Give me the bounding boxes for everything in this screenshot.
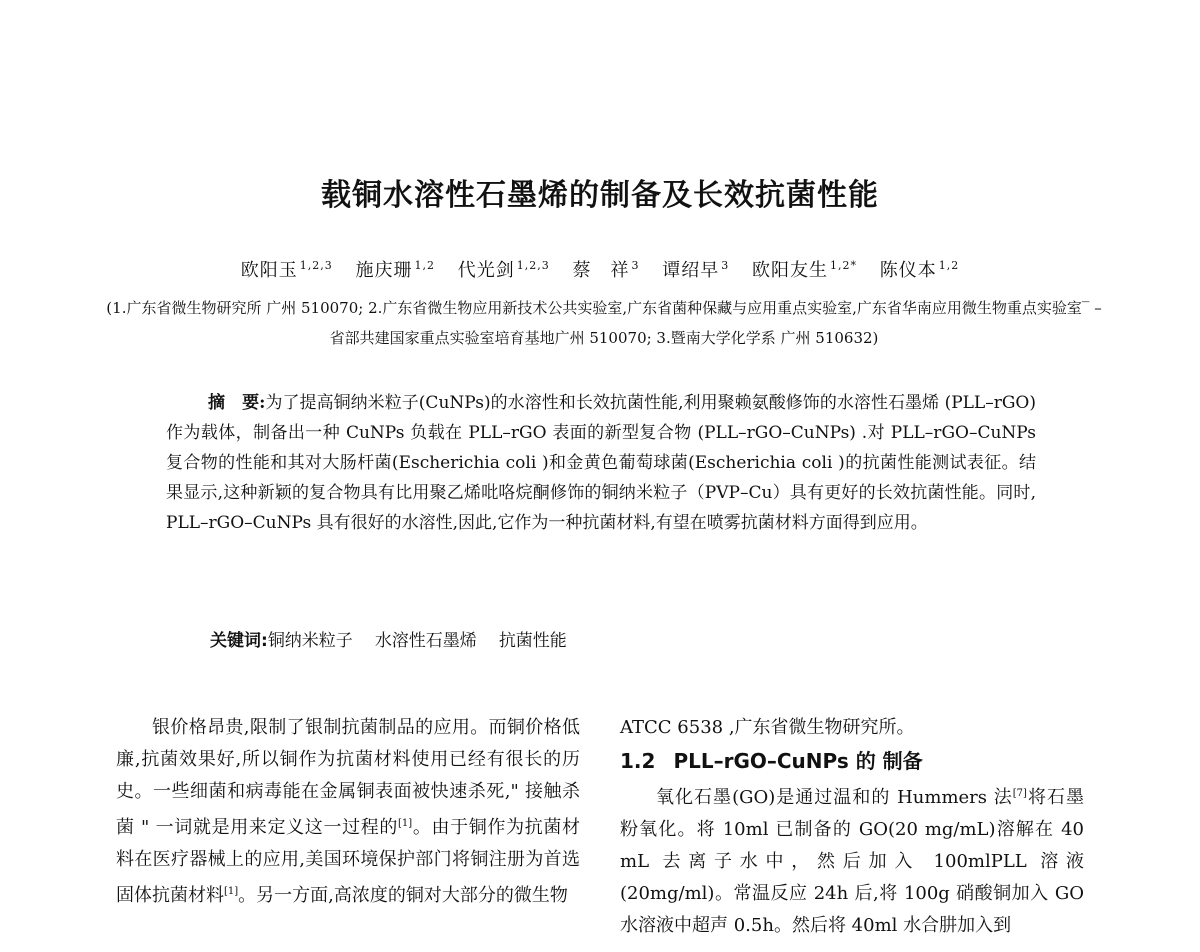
author: [880, 260, 960, 281]
body-text: 氧化石墨(GO)是通过温和的 Hummers 法: [656, 787, 1013, 808]
body-text: 将石墨粉氧化。将 10ml 已制备的 GO(20 mg/mL)溶解在 40 mL 去离子水中，然后加入 100mlPLL 溶液(20mg/ml)。常温反应 24h 后,将 100g 硝酸铜加入 GO 水溶液中超声 0.5h。然后将 40ml 水合肼加入到: [620, 787, 1085, 936]
author: [573, 260, 640, 281]
body-text: 。由于铜作为抗菌材料在医疗器械上的应用,美国环境保护部门将铜注册为首选固体抗菌材料: [116, 817, 580, 906]
body-text: 。另一方面,高浓度的铜对大部分的微生物: [238, 885, 568, 906]
body-column-left: [116, 712, 580, 912]
author: [241, 260, 333, 281]
author-affil-mark: 1,2: [938, 259, 960, 272]
author-name: 代光剑: [457, 260, 515, 281]
citation-ref: [1]: [224, 886, 239, 897]
paper-title: 载铜水溶性石墨烯的制备及长效抗菌性能: [321, 178, 879, 213]
author-name: 蔡 祥: [572, 260, 630, 281]
author-affil-mark: 1,2*: [829, 259, 857, 272]
citation-ref: [1]: [398, 818, 413, 829]
author-affil-mark: 3: [631, 259, 640, 272]
author-name: 陈仪本: [879, 260, 937, 281]
author: [662, 260, 729, 281]
citation-ref: [7]: [1012, 788, 1027, 799]
keyword: 抗菌性能: [498, 631, 567, 651]
section-title: PLL–rGO–CuNPs 的 制备: [673, 749, 923, 773]
keyword: 铜纳米粒子: [267, 631, 353, 651]
author: [458, 260, 550, 281]
keyword: 水溶性石墨烯: [374, 631, 477, 651]
affiliations: (1.广东省微生物研究所 广州 510070; 2.广东省微生物应用新技术公共实验室,广东省菌种保藏与应用重点实验室,广东省华南应用微生物重点实验室‾ – 省部共建国家重点实验室培育基地广州 510070; 3.暨南大学化学系 广州 510632): [106, 299, 1102, 347]
keywords-label: 关键词:: [210, 631, 268, 651]
body-text: ATCC 6538 ,广东省微生物研究所。: [620, 717, 915, 738]
author-affil-mark: 1,2,3: [516, 259, 550, 272]
author: [356, 260, 436, 281]
author-affil-mark: 1,2: [414, 259, 436, 272]
keywords: [210, 626, 589, 651]
author-name: 欧阳友生: [751, 260, 828, 281]
author-name: 欧阳玉: [240, 260, 298, 281]
body-paragraph: [620, 778, 1084, 942]
author-name: 施庆珊: [355, 260, 413, 281]
author-affil-mark: 3: [721, 259, 730, 272]
abstract-text: 为了提高铜纳米粒子(CuNPs)的水溶性和长效抗菌性能,利用聚赖氨酸修饰的水溶性石墨烯 (PLL–rGO) 作为载体，制备出一种 CuNPs 负载在 PLL–rGO 表面的新型复合物 (PLL–rGO–CuNPs) .对 PLL–rGO–CuNPs 复合物的性能和其对大肠杆菌(Escherichia coli )和金黄色葡萄球菌(Escherichia coli )的抗菌性能测试表征。结果显示,这种新颖的复合物具有比用聚乙烯吡咯烷酮修饰的铜纳米粒子（PVP–Cu）具有更好的长效抗菌性能。同时, PLL–rGO–CuNPs 具有很好的水溶性,因此,它作为一种抗菌材料,有望在喷雾抗菌材料方面得到应用。: [166, 393, 1036, 533]
section-number: 1.2: [620, 749, 656, 773]
body-text: 银价格昂贵,限制了银制抗菌制品的应用。而铜价格低廉,抗菌效果好,所以铜作为抗菌材料使用已经有很长的历史。一些细菌和病毒能在金属铜表面被快速杀死," 接触杀菌 " 一词就是用来定义这一过程的: [116, 717, 580, 838]
author-affil-mark: 1,2,3: [299, 259, 333, 272]
author-list: [0, 256, 1200, 282]
body-column-right: [620, 712, 1084, 942]
section-heading: [620, 744, 1084, 778]
abstract-label: 摘 要:: [208, 393, 266, 413]
author: [752, 260, 857, 281]
abstract: [166, 388, 1036, 538]
author-name: 谭绍早: [662, 260, 720, 281]
